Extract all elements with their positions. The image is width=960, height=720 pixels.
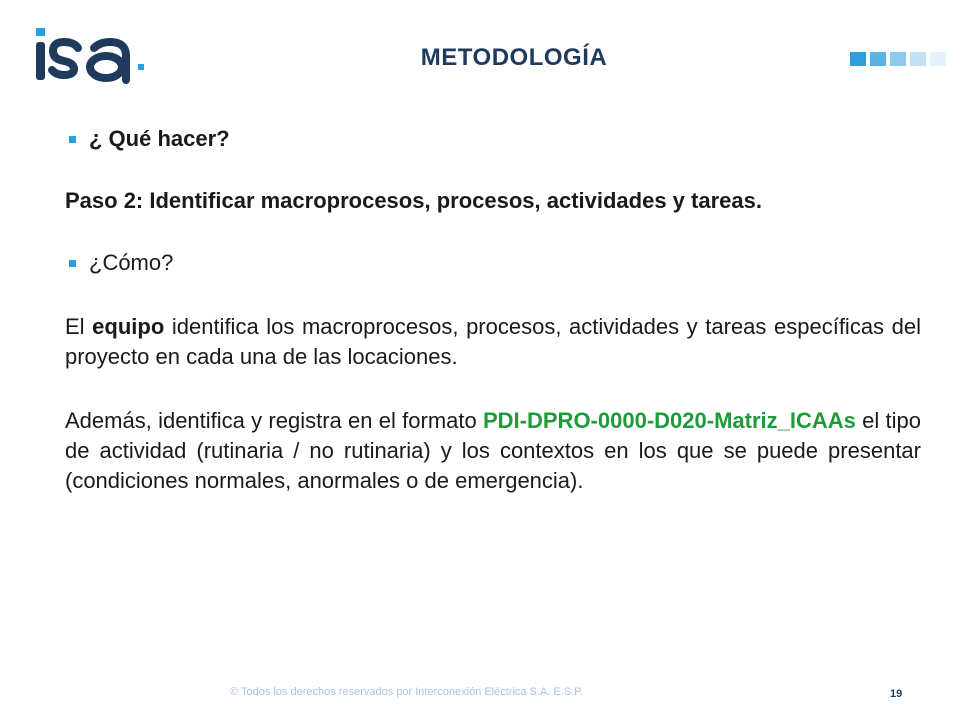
paragraph-ademas xyxy=(65,406,921,496)
para-1-before: El xyxy=(65,314,93,339)
square-3 xyxy=(890,52,906,66)
para-2-after: el tipo de actividad (rutinaria / no rutinaria) y los contextos en los que se puede presentar (condiciones normales, anormales o de emergencia). xyxy=(65,408,922,493)
bullet-que-hacer-text: ¿ Qué hacer? xyxy=(89,126,230,151)
page-title: METODOLOGÍA xyxy=(420,44,608,71)
para-1-bold: equipo xyxy=(92,314,165,339)
para-2-before: Además, identifica y registra en el formato xyxy=(65,408,483,433)
page-number: 19 xyxy=(890,688,903,700)
bullet-square-icon xyxy=(69,136,76,143)
format-code: PDI-DPRO-0000-D020-Matriz_ICAAs xyxy=(483,408,856,433)
step-heading: Paso 2: Identificar macroprocesos, procesos, actividades y tareas. xyxy=(65,188,762,213)
slide-content xyxy=(65,124,921,496)
bullet-square-icon xyxy=(69,260,76,267)
bullet-como xyxy=(65,248,921,278)
bullet-como-text: ¿Cómo? xyxy=(89,250,174,275)
para-1-after: identifica los macroprocesos, procesos, actividades y tareas específicas del proyecto en cada una de las locaciones. xyxy=(65,314,921,369)
paragraph-equipo xyxy=(65,312,921,372)
footer-copyright: © Todos los derechos reservados por Interconexión Eléctrica S.A. E.S.P. xyxy=(230,686,584,698)
bullet-que-hacer xyxy=(65,124,921,154)
square-5 xyxy=(930,52,946,66)
square-1 xyxy=(850,52,866,66)
square-2 xyxy=(870,52,886,66)
square-4 xyxy=(910,52,926,66)
decorative-squares xyxy=(850,52,946,66)
